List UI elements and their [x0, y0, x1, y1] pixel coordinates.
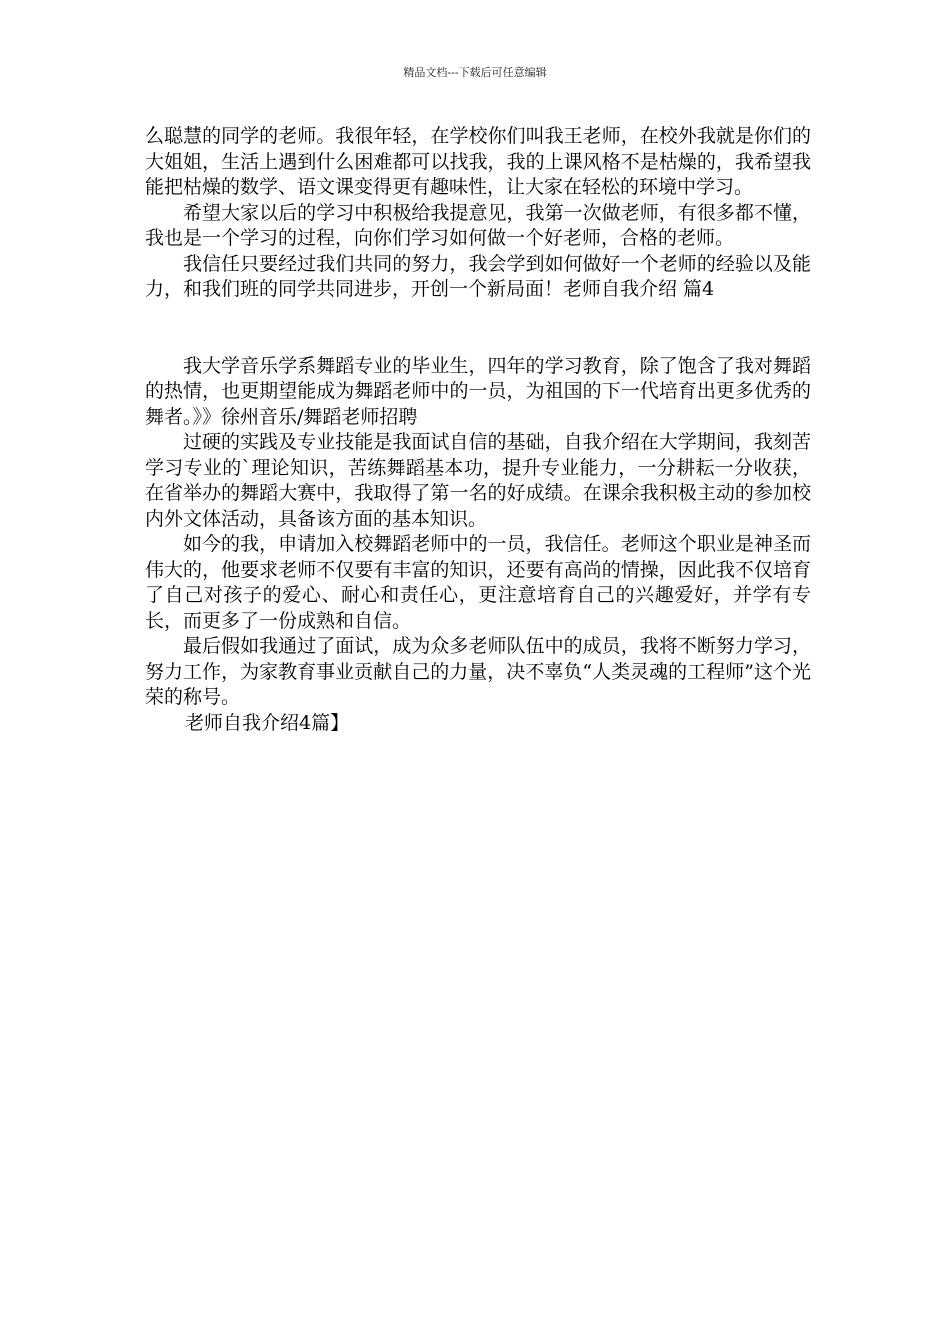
paragraph-dance-graduate: 我大学音乐学系舞蹈专业的毕业生，四年的学习教育，除了饱含了我对舞蹈的热情，也更期望能成为舞蹈老师中的一员，为祖国的下一代培育出更多优秀的舞者。》》徐州音乐/舞蹈老师招聘: [145, 354, 811, 428]
document-body: [145, 124, 811, 736]
paragraph-belief: 我信任只要经过我们共同的努力，我会学到如何做好一个老师的经验以及能力，和我们班的同学共同进步，开创一个新局面！老师自我介绍 篇4: [145, 252, 811, 300]
paragraph-commitment: 最后假如我通过了面试，成为众多老师队伍中的成员，我将不断努力学习，努力工作，为家教育事业贡献自己的力量，决不辜负“人类灵魂的工程师”这个光荣的称号。: [145, 635, 811, 708]
paragraph-suggestions: 希望大家以后的学习中积极给我提意见，我第一次做老师，有很多都不懂，我也是一个学习的过程，向你们学习如何做一个好老师，合格的老师。: [145, 201, 811, 249]
paragraph-application: 如今的我，申请加入校舞蹈老师中的一员，我信任。老师这个职业是神圣而伟大的，他要求老师不仅要有丰富的知识，还要有高尚的情操，因此我不仅培育了自己对孩子的爱心、耐心和责任心，更注意培育自己的兴趣爱好，并学有专长，而更多了一份成熟和自信。: [145, 533, 811, 632]
page-header: 精品文档---下载后可任意编辑: [403, 66, 547, 79]
paragraph-skills: 过硬的实践及专业技能是我面试自信的基础，自我介绍在大学期间，我刻苦学习专业的`理论知识，苦练舞蹈基本功，提升专业能力，一分耕耘一分收获，在省举办的舞蹈大赛中，我取得了第一名的好成绩。在课余我积极主动的参加校内外文体活动，具备该方面的基本知识。: [145, 431, 811, 530]
closing-line: 老师自我介绍4篇】: [185, 711, 350, 734]
paragraph-continuation: 么聪慧的同学的老师。我很年轻，在学校你们叫我王老师，在校外我就是你们的大姐姐，生活上遇到什么困难都可以找我，我的上课风格不是枯燥的，我希望我能把枯燥的数学、语文课变得更有趣味性，让大家在轻松的环境中学习。: [145, 125, 811, 198]
section-gap: [145, 303, 811, 354]
